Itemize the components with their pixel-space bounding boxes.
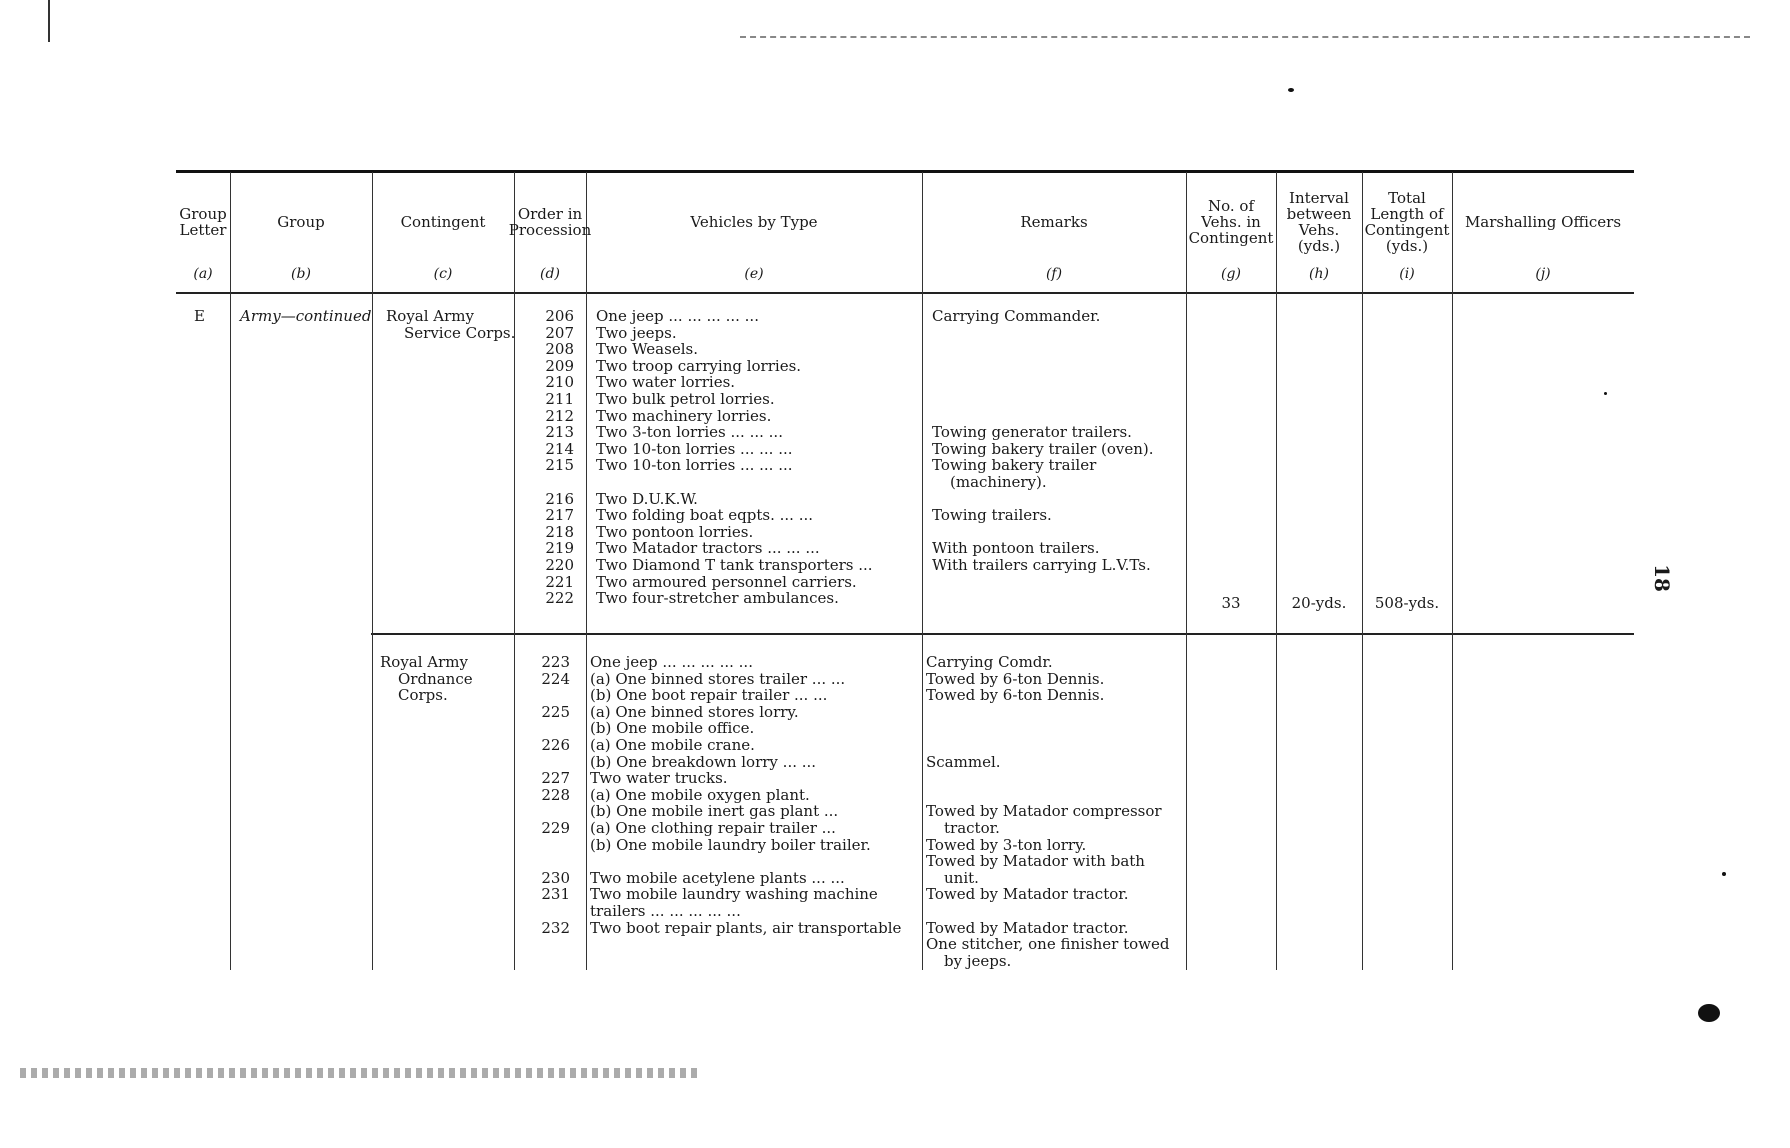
- column-divider: [1452, 172, 1453, 970]
- header-marshalling: Marshalling Officers (j): [1464, 213, 1622, 282]
- contingent-separator-rule: [371, 633, 1634, 635]
- page-number: 18: [1649, 564, 1674, 592]
- vehicle-list: One jeep ... ... ... ... ... Two jeeps. Two Weasels. Two troop carrying lorries. Two water lorries. Two bulk petrol lorries. Two machinery lorries. Two 3-ton lorries ... ... ... Two 10-ton lorries ... ... ... Two 10-ton lorries ... ... ... Two D.U.K.W. Two folding boat eqpts. ... ... Two pontoon lorries. Two Matador tractors ... ... ... Two Diamond T tank transporters ... Two armoured personnel carriers. Two four-stretcher ambulances.: [596, 307, 873, 608]
- order-list: 206 207 208 209 210 211 212 213 214 215 216 217 218 219 220 221 222: [545, 307, 574, 608]
- table-top-rule: [176, 170, 1634, 173]
- procession-table: [176, 170, 1634, 970]
- remarks-list: Carrying Comdr. Towed by 6-ton Dennis. Towed by 6-ton Dennis. Scammel. Towed by Matador compressor tractor. Towed by 3-ton lorry. Towed by Matador with bath unit. Towed by Matador tractor. Towed by Matador tractor. One stitcher, one finisher towed by jeeps.: [926, 653, 1170, 970]
- scan-blot: [1698, 1004, 1720, 1022]
- scan-speck: [1722, 872, 1726, 876]
- column-divider: [922, 172, 923, 970]
- header-remarks: Remarks (f): [1020, 213, 1088, 282]
- scan-edge-mark: [48, 0, 50, 42]
- contingent-name: Royal Army Ordnance Corps.: [380, 653, 473, 705]
- num-vehicles: 33: [1221, 594, 1241, 612]
- remarks-list: Carrying Commander. Towing generator trailers. Towing bakery trailer (oven). Towing bakery trailer (machinery). Towing trailers. With pontoon trailers. With trailers carrying L.V.Ts.: [932, 307, 1154, 574]
- vehicle-list: One jeep ... ... ... ... ... (a) One binned stores trailer ... ... (b) One boot repair trailer ... ... (a) One binned stores lorry. (b) One mobile office. (a) One mobile crane. (b) One breakdown lorry ... ... Two water trucks. (a) One mobile oxygen plant. (b) One mobile inert gas plant ... (a) One clothing repair trailer ... (b) One mobile laundry boiler trailer. Two mobile acetylene plants ... ... Two mobile laundry washing machine trailers ... ... ... ... ... Two boot repair plants, air transportable: [590, 653, 902, 937]
- column-divider: [230, 172, 231, 970]
- header-interval: Interval between Vehs. (yds.) (h): [1286, 189, 1352, 282]
- scan-top-rule: [740, 36, 1750, 38]
- header-vehicles: Vehicles by Type (e): [690, 213, 818, 282]
- header-order: Order in Procession (d): [508, 205, 592, 282]
- column-divider: [586, 172, 587, 970]
- scan-speck: [1288, 88, 1294, 92]
- column-divider: [514, 172, 515, 970]
- column-divider: [1362, 172, 1363, 970]
- header-num-vehicles: No. of Vehs. in Contingent (g): [1188, 197, 1274, 282]
- group-letter: E: [194, 307, 205, 325]
- header-total-length: Total Length of Contingent (yds.) (i): [1364, 189, 1450, 282]
- column-divider: [372, 172, 373, 970]
- group-name: Army—continued: [240, 307, 372, 325]
- interval: 20-yds.: [1291, 594, 1347, 612]
- scan-smudge: [20, 1068, 700, 1078]
- header-contingent: Contingent (c): [400, 213, 486, 282]
- total-length: 508-yds.: [1374, 594, 1440, 612]
- header-bottom-rule: [176, 292, 1634, 294]
- header-group-letter: Group Letter (a): [179, 205, 227, 282]
- column-divider: [1276, 172, 1277, 970]
- header-group: Group (b): [277, 213, 325, 282]
- column-divider: [1186, 172, 1187, 970]
- contingent-name: Royal Army Service Corps.: [386, 307, 516, 342]
- order-list: 223 224 225 226 227 228 229 230 231 232: [541, 653, 570, 937]
